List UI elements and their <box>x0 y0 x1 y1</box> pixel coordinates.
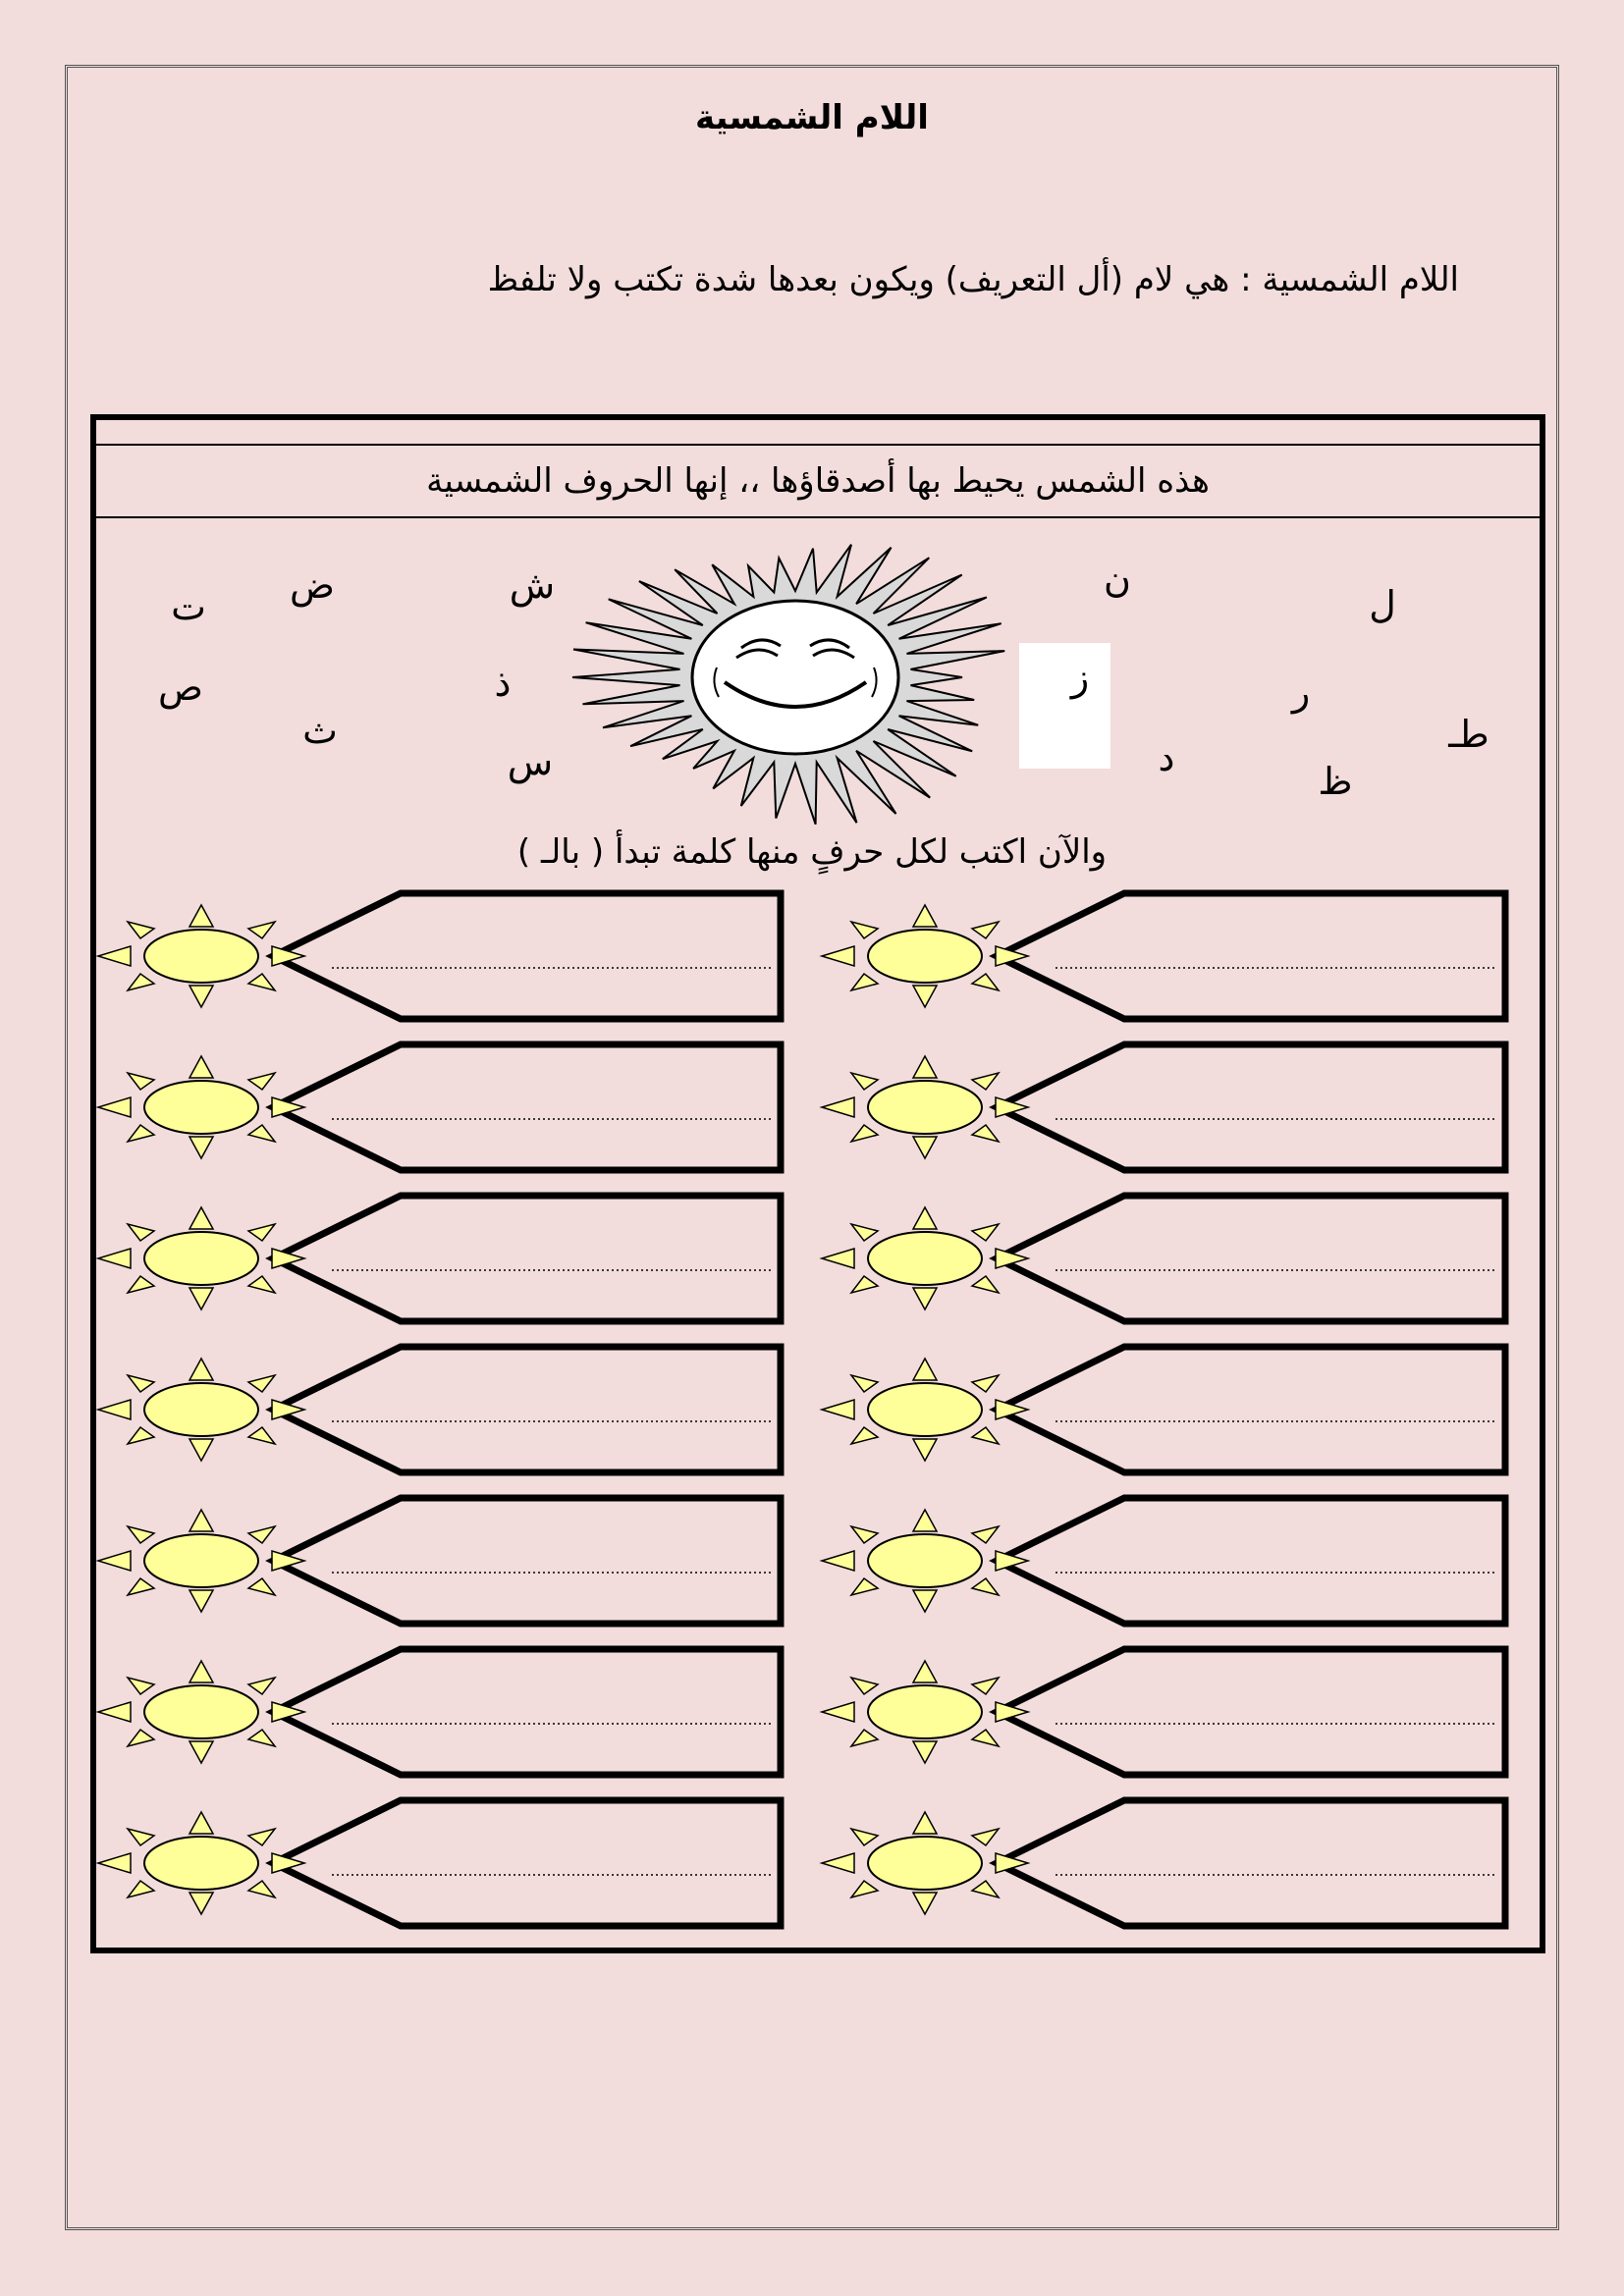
sun-ray <box>972 1829 999 1845</box>
small-sun-icon <box>98 1207 304 1309</box>
letter-tah: طـ <box>1448 713 1489 756</box>
letter-dhal: ذ <box>494 662 512 705</box>
sun-ray <box>128 1881 154 1897</box>
sun-body <box>868 930 982 983</box>
sun-ray <box>248 1578 275 1595</box>
sun-ray <box>851 1073 878 1090</box>
sun-ray <box>248 1829 275 1845</box>
letter-ta: ت <box>171 585 206 628</box>
sun-body <box>868 1837 982 1890</box>
sun-ray <box>248 1125 275 1142</box>
sun-ray <box>913 1661 937 1682</box>
sun-ray <box>189 905 213 927</box>
sun-body <box>144 1232 258 1285</box>
sun-ray <box>913 1741 937 1763</box>
sun-ray <box>128 1375 154 1392</box>
small-sun-icon <box>822 1056 1028 1158</box>
sun-ray <box>189 1207 213 1229</box>
write-box <box>273 1347 781 1472</box>
sun-ray <box>98 1702 131 1722</box>
sun-ray <box>128 1526 154 1543</box>
sun-ray <box>972 1427 999 1444</box>
sun-ray <box>248 1678 275 1694</box>
sun-body <box>868 1081 982 1134</box>
small-sun-icon <box>98 1056 304 1158</box>
sun-ray <box>913 1288 937 1309</box>
sun-ray <box>972 1224 999 1241</box>
answer-row <box>98 1800 781 1926</box>
sun-ray <box>98 1853 131 1873</box>
letter-tha: ث <box>302 709 338 752</box>
sun-ray <box>822 1853 854 1873</box>
sun-ray <box>851 1224 878 1241</box>
instruction-text: والآن اكتب لكل حرفٍ منها كلمة تبدأ ( بالـ ) <box>516 832 1108 872</box>
sun-body <box>144 930 258 983</box>
answer-row <box>822 1347 1505 1472</box>
small-sun-icon <box>822 1207 1028 1309</box>
sun-ray <box>913 1590 937 1612</box>
write-box <box>997 1044 1505 1170</box>
small-sun-icon <box>822 905 1028 1007</box>
small-sun-icon <box>98 1812 304 1914</box>
sun-ray <box>248 1881 275 1897</box>
write-box <box>997 1498 1505 1624</box>
sun-ray <box>248 1375 275 1392</box>
sun-ray <box>128 1073 154 1090</box>
sun-ray <box>98 1551 131 1571</box>
sun-body <box>144 1081 258 1134</box>
answer-row <box>98 1196 781 1321</box>
sun-ray <box>128 1276 154 1293</box>
sun-body <box>868 1383 982 1436</box>
sun-ray <box>913 1137 937 1158</box>
answer-row <box>822 1196 1505 1321</box>
sun-ray <box>822 946 854 966</box>
sun-ray <box>913 905 937 927</box>
sun-ray <box>128 1829 154 1845</box>
sun-ray <box>248 1224 275 1241</box>
sun-ray <box>972 1276 999 1293</box>
letter-dal: د <box>1158 736 1175 779</box>
sun-ray <box>248 1730 275 1746</box>
page-title: اللام الشمسية <box>695 98 929 137</box>
sun-ray <box>851 1578 878 1595</box>
sun-ray <box>189 1661 213 1682</box>
sun-ray <box>189 1812 213 1834</box>
letter-sad: ص <box>158 666 203 709</box>
sun-body <box>144 1685 258 1738</box>
sun-ray <box>972 1678 999 1694</box>
sun-ray <box>189 1288 213 1309</box>
letter-dad: ض <box>290 563 335 607</box>
sun-ray <box>189 1510 213 1531</box>
sun-ray <box>128 1224 154 1241</box>
write-box <box>997 1196 1505 1321</box>
letter-lam: ل <box>1369 583 1396 626</box>
sun-ray <box>913 1439 937 1461</box>
sun-ray <box>972 1526 999 1543</box>
sun-ray <box>972 1881 999 1897</box>
letter-shin: ش <box>509 563 556 607</box>
answer-row <box>98 1347 781 1472</box>
sun-ray <box>972 1730 999 1746</box>
sun-ray <box>851 1375 878 1392</box>
sun-ray <box>851 1881 878 1897</box>
letter-sin: س <box>507 740 554 783</box>
small-sun-icon <box>98 905 304 1007</box>
sun-ray <box>913 1207 937 1229</box>
write-box <box>273 1800 781 1926</box>
sun-ray <box>822 1400 854 1419</box>
answer-row <box>822 1044 1505 1170</box>
sun-ray <box>189 1893 213 1914</box>
sun-ray <box>913 986 937 1007</box>
sun-ray <box>189 1590 213 1612</box>
definition-text: اللام الشمسية : هي لام (أل التعريف) ويكون بعدها شدة تكتب ولا تلفظ <box>487 260 1459 299</box>
sun-ray <box>851 1427 878 1444</box>
sun-ray <box>98 946 131 966</box>
sun-ray <box>128 1427 154 1444</box>
write-box <box>273 1649 781 1775</box>
answer-row <box>98 1498 781 1624</box>
write-box <box>273 1498 781 1624</box>
letter-nun: ن <box>1104 558 1131 601</box>
sun-ray <box>972 922 999 938</box>
letter-zah: ظ <box>1318 760 1353 803</box>
answer-row <box>822 1800 1505 1926</box>
answer-row <box>822 1498 1505 1624</box>
sun-ray <box>851 974 878 990</box>
letter-ra: ر <box>1291 670 1311 714</box>
sun-ray <box>98 1249 131 1268</box>
letter-zay: ز <box>1070 656 1090 699</box>
answer-row <box>98 1044 781 1170</box>
sun-body <box>868 1685 982 1738</box>
small-sun-icon <box>822 1510 1028 1612</box>
sun-body <box>868 1534 982 1587</box>
small-sun-icon <box>98 1661 304 1763</box>
sun-ray <box>822 1702 854 1722</box>
sun-ray <box>913 1056 937 1078</box>
answer-row <box>98 893 781 1019</box>
box-header-text: هذه الشمس يحيط بها أصدقاؤها ،، إنها الحروف الشمسية <box>426 461 1210 501</box>
small-sun-icon <box>98 1510 304 1612</box>
sun-ray <box>913 1510 937 1531</box>
sun-ray <box>972 1125 999 1142</box>
write-box <box>273 1196 781 1321</box>
small-sun-icon <box>822 1359 1028 1461</box>
sun-ray <box>851 1526 878 1543</box>
write-box <box>997 1649 1505 1775</box>
write-box <box>997 1800 1505 1926</box>
sun-ray <box>189 1056 213 1078</box>
sun-ray <box>189 1137 213 1158</box>
small-sun-icon <box>98 1359 304 1461</box>
write-box <box>997 893 1505 1019</box>
write-box <box>997 1347 1505 1472</box>
write-box <box>273 893 781 1019</box>
sun-ray <box>913 1893 937 1914</box>
sun-ray <box>189 1741 213 1763</box>
sun-ray <box>913 1359 937 1380</box>
answer-row <box>822 893 1505 1019</box>
sun-ray <box>248 1073 275 1090</box>
sun-ray <box>851 1276 878 1293</box>
sun-ray <box>851 1125 878 1142</box>
answer-row <box>98 1649 781 1775</box>
answer-row <box>822 1649 1505 1775</box>
sun-ray <box>851 1730 878 1746</box>
sun-ray <box>972 1375 999 1392</box>
sun-ray <box>128 1125 154 1142</box>
sun-body <box>144 1383 258 1436</box>
sun-ray <box>98 1400 131 1419</box>
sun-ray <box>128 1578 154 1595</box>
sun-body <box>868 1232 982 1285</box>
sun-ray <box>851 1678 878 1694</box>
sun-ray <box>248 1427 275 1444</box>
sun-ray <box>128 922 154 938</box>
sun-ray <box>851 922 878 938</box>
sun-body <box>144 1534 258 1587</box>
sun-ray <box>248 1526 275 1543</box>
write-box <box>273 1044 781 1170</box>
sun-ray <box>851 1829 878 1845</box>
sun-ray <box>189 1439 213 1461</box>
sun-ray <box>128 1730 154 1746</box>
sun-ray <box>248 922 275 938</box>
sun-ray <box>822 1097 854 1117</box>
sun-ray <box>189 1359 213 1380</box>
sun-ray <box>128 1678 154 1694</box>
sun-ray <box>972 974 999 990</box>
small-sun-icon <box>822 1661 1028 1763</box>
sun-ray <box>98 1097 131 1117</box>
sun-ray <box>248 1276 275 1293</box>
sun-ray <box>913 1812 937 1834</box>
sun-ray <box>248 974 275 990</box>
sun-body <box>144 1837 258 1890</box>
sun-ray <box>189 986 213 1007</box>
sun-ray <box>972 1578 999 1595</box>
small-sun-icon <box>822 1812 1028 1914</box>
sun-ray <box>128 974 154 990</box>
sun-ray <box>822 1249 854 1268</box>
sun-ray <box>822 1551 854 1571</box>
sun-ray <box>972 1073 999 1090</box>
